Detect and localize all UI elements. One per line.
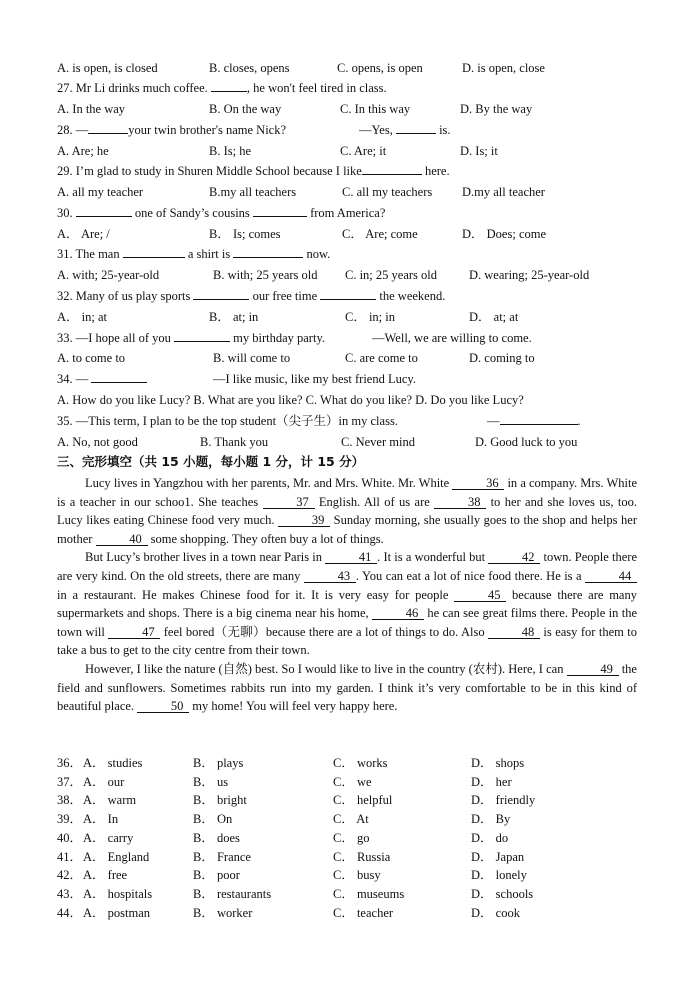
passage-text: town. People there are very kind. On the old streets, there are many: [57, 550, 637, 583]
choice-option-b: B． bright: [193, 793, 247, 808]
passage-blank: 40: [96, 533, 148, 546]
q31-option-b: B. with; 25 years old: [213, 268, 318, 282]
q26-option-c: C. opens, is open: [337, 61, 423, 75]
passage-blank: 36: [452, 477, 504, 490]
choice-option-d: D． do: [471, 830, 509, 845]
passage-text: he can see great films there. People in the town will: [57, 606, 638, 639]
q31-stem: [57, 247, 330, 261]
passage-blank: 49: [567, 663, 619, 676]
choice-option-c: C． At: [333, 812, 369, 827]
q29-option-d: D.my all teacher: [462, 185, 545, 199]
q33-text-a: 33. —I hope all of you: [57, 331, 174, 345]
q31-text-a: 31. The man: [57, 247, 123, 261]
q28-blank-1: [88, 133, 128, 134]
q32-text-a: 32. Many of us play sports: [57, 289, 194, 303]
q27-option-d: D. By the way: [460, 102, 533, 116]
choice-option-b: B． poor: [193, 868, 240, 883]
q35-option-d: D. Good luck to you: [475, 435, 578, 449]
passage-text: English. All of us are: [314, 494, 435, 509]
choice-option-a: A． free: [83, 868, 128, 883]
q32-option-d: D． at; at: [469, 310, 519, 324]
q31-text-b: a shirt is: [184, 247, 234, 261]
passage-text: . It is a wonderful but: [377, 550, 489, 565]
passage-blank: 44: [585, 570, 637, 583]
passage-text: Sunday morning, she usually goes to the shop and helps her mother: [57, 513, 637, 546]
q29-stem: [57, 164, 450, 178]
passage-blank: 41: [325, 551, 377, 564]
q33-option-b: B. will come to: [213, 351, 291, 365]
q30-text-a: 30.: [57, 206, 76, 220]
q30-text-b: one of Sandy’s cousins: [131, 206, 253, 220]
q32-blank-1: [193, 299, 249, 300]
choice-option-c: C． teacher: [333, 905, 394, 920]
passage-blank: 39: [278, 514, 330, 527]
q30-text-c: from America?: [306, 206, 386, 220]
q35-text-c: .: [577, 414, 581, 428]
q28-blank-2: [396, 133, 436, 134]
choice-option-d: D． friendly: [471, 793, 536, 808]
q27-option-c: C. In this way: [340, 102, 411, 116]
q28-text-c: —Yes,: [359, 123, 396, 137]
passage-blank: 42: [488, 551, 540, 564]
q35-option-b: B. Thank you: [200, 435, 269, 449]
choice-option-d: D． cook: [471, 905, 520, 920]
choice-number: 39．: [57, 812, 83, 827]
choice-option-c: C． helpful: [333, 793, 393, 808]
q29-option-c: C. all my teachers: [342, 185, 433, 199]
q28-text-b: your twin brother's name Nick?: [128, 123, 287, 137]
choice-option-a: A． warm: [83, 793, 137, 808]
q35-text-b: —: [487, 414, 500, 428]
passage-blank: 37: [263, 496, 315, 509]
q29-option-a: A. all my teacher: [57, 185, 144, 199]
passage-paragraph-2: [57, 548, 637, 660]
q32-text-b: our free time: [249, 289, 321, 303]
q28-option-d: D. Is; it: [460, 144, 498, 158]
choice-number: 44．: [57, 905, 83, 920]
q29-text-pre: 29. I’m glad to study in Shuren Middle School because I like: [57, 164, 362, 178]
passage-paragraph-1: [57, 474, 637, 548]
choice-option-b: B． France: [193, 849, 251, 864]
q27-text-pre: 27. Mr Li drinks much coffee.: [57, 81, 211, 95]
q28-option-a: A. Are; he: [57, 144, 109, 158]
passage-text: . You can eat a lot of nice food there. He is a: [355, 568, 585, 583]
q28-text-a: 28. —: [57, 123, 89, 137]
q31-blank-2: [233, 257, 303, 258]
q31-text-c: now.: [303, 247, 331, 261]
q30-option-c: C． Are; come: [342, 227, 418, 241]
choice-option-b: B． does: [193, 830, 240, 845]
q32-blank-2: [320, 299, 376, 300]
q26-option-a: A. is open, is closed: [57, 61, 158, 75]
q35-stem: 35. —This term, I plan to be the top student（尖子生）in my class.: [57, 414, 398, 428]
q28-option-c: C. Are; it: [340, 144, 387, 158]
q27-blank: [211, 91, 247, 92]
q34-blank: [91, 382, 147, 383]
choice-option-d: D． schools: [471, 886, 534, 901]
q32-option-b: B． at; in: [209, 310, 259, 324]
passage-text: because there are many supermarkets and shops. There is a big cinema near his home,: [57, 587, 637, 621]
q32-option-a: A． in; at: [57, 310, 107, 324]
passage-blank: 46: [372, 607, 424, 620]
q34-text-a: 34. —: [57, 372, 92, 386]
passage-blank: 45: [454, 589, 506, 602]
choice-option-c: C． works: [333, 756, 388, 770]
q35-option-c: C. Never mind: [341, 435, 415, 449]
q30-blank-2: [253, 216, 307, 217]
choice-option-b: B． On: [193, 812, 233, 827]
passage-text: But Lucy’s brother lives in a town near Paris in: [85, 550, 326, 565]
q33-text-b: my birthday party.: [230, 331, 326, 345]
q27-option-a: A. In the way: [57, 102, 126, 116]
choice-option-d: D． By: [471, 812, 511, 827]
choice-option-a: A． our: [83, 774, 125, 789]
q26-option-b: B. closes, opens: [209, 61, 290, 75]
choice-option-c: C． go: [333, 830, 370, 845]
choice-option-c: C． museums: [333, 886, 405, 901]
passage-text: However, I like the nature (自然) best. So I would like to live in the country (农村). Here, I can: [85, 661, 567, 676]
passage-text: some shopping. They often buy a lot of things.: [147, 531, 384, 546]
q28-stem: [57, 123, 286, 137]
passage-text: to her and she loves us, too. Lucy likes eating Chinese food very much.: [57, 494, 638, 528]
passage-text: feel bored（无聊）because there are a lot of things to do. Also: [160, 624, 488, 639]
q30-option-a: A． Are; /: [57, 227, 110, 241]
q34-stem: [57, 372, 147, 386]
passage-text: in a company. Mrs. White is a teacher in our schoo1. She teaches: [57, 476, 637, 509]
q28-option-b: B. Is; he: [209, 144, 252, 158]
q32-stem: [57, 289, 445, 303]
q32-option-c: C． in; in: [345, 310, 396, 324]
q33-option-d: D. coming to: [469, 351, 535, 365]
choice-option-a: A． carry: [83, 830, 134, 845]
choice-number: 43．: [57, 886, 83, 901]
passage-text: my home! You will feel very happy here.: [189, 699, 398, 714]
passage-text: the field and sunflowers. Sometimes rabbits run into my garden. I think it’s very comfortable to be in this kind of beautiful place.: [57, 661, 637, 714]
q30-option-b: B． Is; comes: [209, 227, 281, 241]
q29-option-b: B.my all teachers: [209, 185, 297, 199]
q30-blank-1: [76, 216, 132, 217]
q34-options: A. How do you like Lucy? B. What are you like? C. What do you like? D. Do you like Lucy?: [57, 393, 524, 407]
section-heading: 三、完形填空（共 15 小题，每小题 1 分，计 15 分）: [57, 454, 365, 469]
choice-option-c: C． busy: [333, 868, 381, 883]
choice-number: 42．: [57, 868, 83, 883]
choice-option-d: D． her: [471, 774, 512, 789]
choice-option-a: A． In: [83, 812, 119, 827]
q35-reply: [487, 414, 581, 428]
q33-reply: —Well, we are willing to come.: [372, 331, 532, 345]
q30-stem: [57, 206, 385, 220]
choice-option-b: B． restaurants: [193, 886, 272, 901]
choice-option-a: A． England: [83, 849, 150, 864]
choice-option-b: B． us: [193, 774, 229, 789]
choice-number: 38．: [57, 793, 83, 808]
passage-blank: 38: [434, 496, 486, 509]
q30-option-d: D． Does; come: [462, 227, 547, 241]
q28-reply: [359, 123, 451, 137]
choice-number: 40．: [57, 830, 83, 845]
q33-option-c: C. are come to: [345, 351, 418, 365]
q35-option-a: A. No, not good: [57, 435, 138, 449]
q33-blank: [174, 341, 230, 342]
passage-paragraph-3: [57, 660, 637, 716]
choice-option-d: D． lonely: [471, 868, 527, 883]
q35-blank: [500, 424, 578, 425]
choice-option-a: A． studies: [83, 756, 143, 770]
choice-option-a: A． postman: [83, 905, 151, 920]
choice-option-d: D． Japan: [471, 849, 525, 864]
q27-option-b: B. On the way: [209, 102, 282, 116]
passage-text: in a restaurant. He makes Chinese food for it. It is very easy for people: [57, 587, 455, 602]
choice-option-b: B． plays: [193, 756, 244, 770]
q26-option-d: D. is open, close: [462, 61, 545, 75]
q28-text-d: is.: [435, 123, 451, 137]
q27-stem: [57, 81, 387, 95]
passage-blank: 43: [304, 570, 356, 583]
choice-number: 41．: [57, 849, 83, 864]
choice-option-a: A． hospitals: [83, 886, 153, 901]
q27-text-post: , he won't feel tired in class.: [246, 81, 387, 95]
q31-blank-1: [123, 257, 185, 258]
passage-text: Lucy lives in Yangzhou with her parents, Mr. and Mrs. White. Mr. White: [85, 476, 453, 490]
choice-option-c: C． Russia: [333, 849, 391, 864]
q32-text-c: the weekend.: [376, 289, 446, 303]
passage-text: is easy for them to take a bus to get to the city centre from their town.: [57, 624, 637, 658]
choice-option-c: C． we: [333, 774, 372, 789]
cloze-passage: [57, 474, 637, 716]
q33-option-a: A. to come to: [57, 351, 126, 365]
passage-blank: 48: [488, 626, 540, 639]
choice-option-d: D． shops: [471, 756, 525, 770]
q31-option-a: A. with; 25-year-old: [57, 268, 160, 282]
choice-number: 37．: [57, 774, 83, 789]
passage-blank: 50: [137, 700, 189, 713]
choice-number: 36．: [57, 756, 83, 770]
passage-blank: 47: [108, 626, 160, 639]
q31-option-d: D. wearing; 25-year-old: [469, 268, 590, 282]
q31-option-c: C. in; 25 years old: [345, 268, 438, 282]
q29-text-post: here.: [421, 164, 450, 178]
q33-stem: [57, 331, 325, 345]
choice-option-b: B． worker: [193, 905, 253, 920]
q29-blank: [362, 174, 422, 175]
q34-reply: —I like music, like my best friend Lucy.: [213, 372, 416, 386]
